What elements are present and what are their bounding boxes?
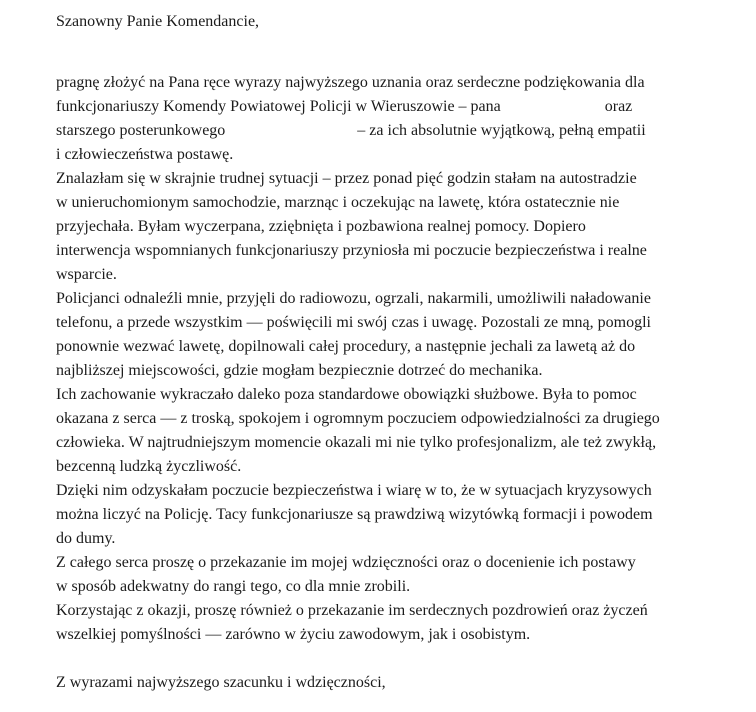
- letter-line: starszego posterunkowego – za ich absolutnie wyjątkową, pełną empatii: [56, 122, 646, 139]
- letter-line: funkcjonariuszy Komendy Powiatowej Policji w Wieruszowie – pana oraz: [56, 98, 633, 115]
- letter-line: Z całego serca proszę o przekazanie im mojej wdzięczności oraz o docenienie ich postawy: [56, 554, 636, 571]
- letter-paragraph: [56, 167, 736, 287]
- letter-line: do dumy.: [56, 530, 116, 547]
- letter-line: okazana z serca — z troską, spokojem i ogromnym poczuciem odpowiedzialności za drugiego: [56, 410, 660, 427]
- letter-line: można liczyć na Policję. Tacy funkcjonariusze są prawdziwą wizytówką formacji i powodem: [56, 506, 653, 523]
- letter-paragraph: [56, 383, 736, 479]
- letter-closing: Z wyrazami najwyższego szacunku i wdzięczności,: [56, 674, 386, 691]
- letter-content: [56, 10, 736, 695]
- letter-paragraph: [56, 71, 736, 167]
- letter-line: w unieruchomionym samochodzie, marznąc i oczekując na lawetę, która ostatecznie nie: [56, 194, 620, 211]
- letter-paragraph: [56, 479, 736, 551]
- letter-line: Ich zachowanie wykraczało daleko poza standardowe obowiązki służbowe. Była to pomoc: [56, 386, 637, 403]
- letter-line: najbliższej miejscowości, gdzie mogłam bezpiecznie dotrzeć do mechanika.: [56, 362, 543, 379]
- letter-line: bezcenną ludzką życzliwość.: [56, 458, 242, 475]
- letter-paragraph: [56, 551, 736, 599]
- letter-line: i człowieczeństwa postawę.: [56, 146, 234, 163]
- letter-salutation: Szanowny Panie Komendancie,: [56, 13, 260, 30]
- letter-line: człowieka. W najtrudniejszym momencie okazali mi nie tylko profesjonalizm, ale też zwykłą,: [56, 434, 657, 451]
- letter-line: wsparcie.: [56, 266, 117, 283]
- letter-paragraph: [56, 287, 736, 383]
- letter-line: ponownie wezwać lawetę, dopilnowali całej procedury, a następnie jechali za lawetą aż do: [56, 338, 636, 355]
- letter-paragraph: [56, 599, 736, 647]
- letter-line: telefonu, a przede wszystkim — poświęcili mi swój czas i uwagę. Pozostali ze mną, pomogli: [56, 314, 651, 331]
- letter-body: [56, 71, 736, 647]
- letter-line: pragnę złożyć na Pana ręce wyrazy najwyższego uznania oraz serdeczne podziękowania dla: [56, 74, 645, 91]
- letter-line: wszelkiej pomyślności — zarówno w życiu zawodowym, jak i osobistym.: [56, 626, 531, 643]
- letter-line: interwencja wspomnianych funkcjonariuszy przyniosła mi poczucie bezpieczeństwa i realne: [56, 242, 647, 259]
- letter-line: Korzystając z okazji, proszę również o przekazanie im serdecznych pozdrowień oraz życzeń: [56, 602, 648, 619]
- letter-line: Znalazłam się w skrajnie trudnej sytuacji – przez ponad pięć godzin stałam na autostradzie: [56, 170, 637, 187]
- letter-line: Dzięki nim odzyskałam poczucie bezpieczeństwa i wiarę w to, że w sytuacjach kryzysowych: [56, 482, 652, 499]
- letter-line: Policjanci odnaleźli mnie, przyjęli do radiowozu, ogrzali, nakarmili, umożliwili naładowanie: [56, 290, 651, 307]
- letter-line: w sposób adekwatny do rangi tego, co dla mnie zrobili.: [56, 578, 411, 595]
- letter-line: przyjechała. Byłam wyczerpana, zziębnięta i pozbawiona realnej pomocy. Dopiero: [56, 218, 586, 235]
